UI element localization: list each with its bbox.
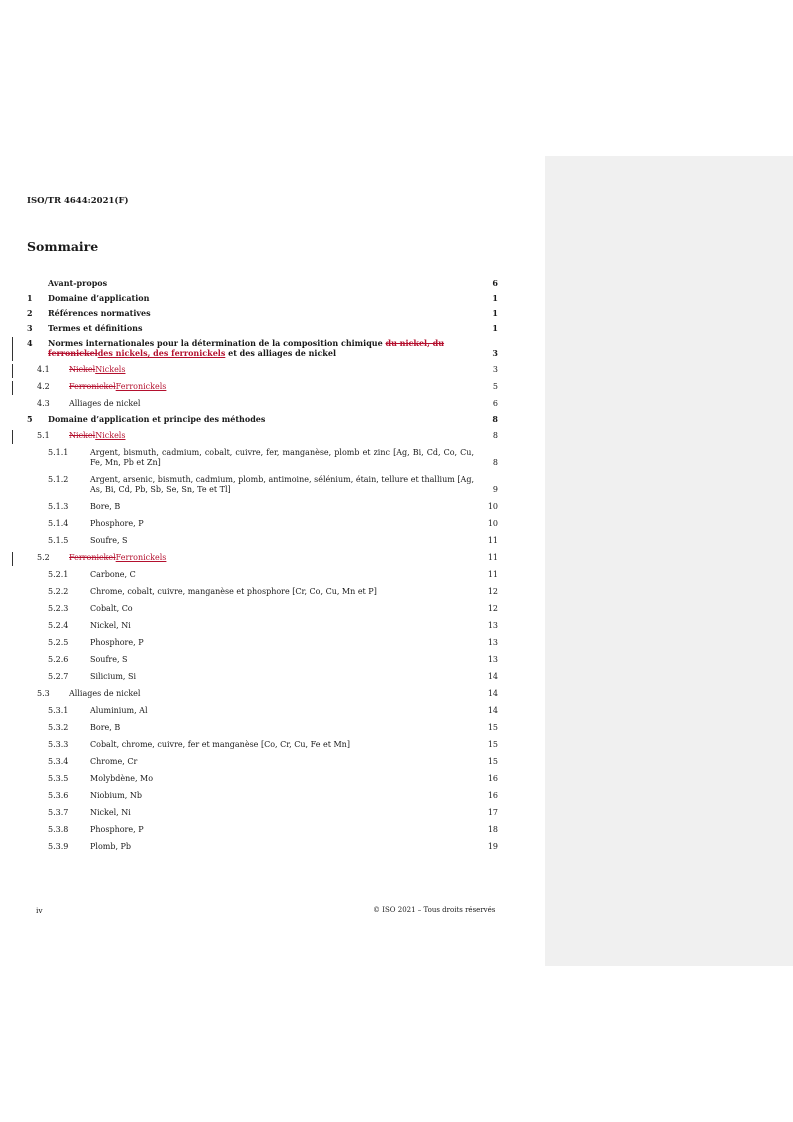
toc-entry-title: Cobalt, Co	[90, 604, 133, 613]
toc-entry[interactable]	[27, 740, 498, 750]
toc-entry-title: Phosphore, P	[90, 825, 144, 834]
toc-entry[interactable]	[27, 774, 498, 784]
table-of-contents	[27, 278, 498, 852]
toc-entry[interactable]	[27, 621, 498, 631]
toc-entry-number: 5.3.3	[48, 740, 69, 749]
comment-pane-label	[545, 162, 793, 176]
toc-entry-number: 5.1.3	[48, 502, 69, 511]
toc-entry[interactable]	[27, 808, 498, 818]
toc-entry-page: 1	[492, 323, 498, 333]
toc-entry-title	[27, 365, 498, 375]
deleted-text: Nickel	[69, 365, 96, 374]
toc-entry-title: Soufre, S	[90, 655, 128, 664]
toc-entry-number: 5.1.5	[48, 536, 69, 545]
deleted-text: du nickel, du ferronickel	[48, 338, 445, 358]
comment-pane	[545, 156, 793, 966]
toc-entry-title: Avant-propos	[48, 278, 108, 288]
toc-entry-title: Termes et définitions	[48, 323, 143, 333]
toc-entry[interactable]	[27, 706, 498, 716]
toc-entry[interactable]	[27, 308, 498, 318]
toc-entry-title: Argent, bismuth, cadmium, cobalt, cuivre, fer, manganèse, plomb et zinc [Ag, Bi, Cd, Co, Cu, Fe, Mn, Pb et Zn]	[90, 448, 474, 467]
toc-entry-number: 5.3.5	[48, 774, 69, 783]
toc-entry-title: Références normatives	[48, 308, 151, 318]
toc-entry-title: Alliages de nickel	[69, 399, 141, 408]
toc-entry-number: 5.2.7	[48, 672, 69, 681]
toc-entry-page: 16	[487, 791, 498, 800]
toc-entry-title: Silicium, Si	[90, 672, 137, 681]
toc-entry-title: Nickel, Ni	[90, 621, 131, 630]
toc-entry[interactable]	[27, 723, 498, 733]
toc-entry-page: 17	[487, 808, 498, 817]
toc-entry[interactable]	[27, 536, 498, 546]
toc-entry-title: Domaine d’application et principe des méthodes	[48, 414, 266, 424]
deleted-text: Ferronickel	[69, 553, 116, 562]
toc-entry-page: 13	[487, 621, 498, 630]
toc-entry-title	[27, 431, 498, 441]
toc-entry-page: 19	[487, 842, 498, 851]
toc-entry[interactable]	[27, 338, 498, 358]
toc-entry-number: 5.1.2	[48, 475, 69, 484]
toc-entry-title	[27, 338, 498, 358]
toc-entry-page: 14	[487, 706, 498, 715]
toc-entry-page: 15	[487, 723, 498, 732]
toc-entry-title: Chrome, Cr	[90, 757, 138, 766]
toc-entry-page: 1	[492, 308, 498, 318]
toc-entry-number: 5.1.4	[48, 519, 69, 528]
toc-entry-page: 13	[487, 638, 498, 647]
toc-entry[interactable]	[27, 604, 498, 614]
toc-entry-page: 9	[492, 485, 498, 494]
toc-entry-number: 5.3.4	[48, 757, 69, 766]
toc-entry-title: Phosphore, P	[90, 519, 144, 528]
page-number: iv	[36, 906, 43, 915]
toc-entry[interactable]	[27, 519, 498, 529]
toc-entry-number: 5.3.6	[48, 791, 69, 800]
toc-entry-page: 18	[487, 825, 498, 834]
toc-entry-number: 5.3	[37, 689, 50, 698]
toc-entry-number: 5.2.4	[48, 621, 69, 630]
toc-entry-number: 5.2.3	[48, 604, 69, 613]
change-bar	[12, 381, 13, 395]
toc-entry-number: 3	[27, 323, 33, 333]
toc-heading: Sommaire	[27, 239, 99, 254]
toc-entry-number: 2	[27, 308, 33, 318]
change-bar	[12, 430, 13, 444]
toc-entry-number: 5.1	[37, 431, 50, 440]
copyright-notice: © ISO 2021 – Tous droits réservés	[373, 906, 496, 914]
toc-entry[interactable]	[27, 414, 498, 424]
toc-entry[interactable]	[27, 293, 498, 303]
change-bar	[12, 364, 13, 378]
toc-entry-title: Bore, B	[90, 502, 121, 511]
toc-entry-number: 5.1.1	[48, 448, 69, 457]
toc-entry[interactable]	[27, 757, 498, 767]
toc-entry-page: 6	[492, 278, 498, 288]
toc-entry-title: Molybdène, Mo	[90, 774, 154, 783]
toc-entry-number: 4.1	[37, 365, 50, 374]
toc-entry-page: 10	[487, 519, 498, 528]
title-text: Normes internationales pour la détermination de la composition chimique	[48, 338, 386, 348]
toc-entry[interactable]	[27, 431, 498, 441]
inserted-text: Nickels	[95, 431, 126, 440]
toc-entry-number: 5.2.6	[48, 655, 69, 664]
toc-entry[interactable]	[27, 825, 498, 835]
inserted-text: Ferronickels	[115, 382, 167, 391]
toc-entry-title: Nickel, Ni	[90, 808, 131, 817]
toc-entry-page: 12	[487, 587, 498, 596]
toc-entry[interactable]	[27, 655, 498, 665]
toc-entry-number: 5	[27, 414, 33, 424]
change-bar	[12, 552, 13, 566]
change-bar	[12, 337, 13, 361]
toc-entry-page: 8	[492, 414, 498, 424]
toc-entry[interactable]	[27, 672, 498, 682]
title-text: et des alliages de nickel	[225, 348, 336, 358]
toc-entry-number: 5.3.1	[48, 706, 69, 715]
toc-entry-title: Plomb, Pb	[90, 842, 132, 851]
toc-entry-page: 15	[487, 740, 498, 749]
toc-entry-number: 4	[27, 338, 33, 348]
toc-entry[interactable]	[27, 365, 498, 375]
toc-entry-page: 12	[487, 604, 498, 613]
toc-entry-title: Bore, B	[90, 723, 121, 732]
toc-entry-number: 5.2.2	[48, 587, 69, 596]
toc-entry-page: 15	[487, 757, 498, 766]
toc-entry-number: 5.2.1	[48, 570, 69, 579]
inserted-text: Ferronickels	[115, 553, 167, 562]
toc-entry-page: 3	[492, 348, 498, 358]
toc-entry-page: 14	[487, 672, 498, 681]
deleted-text: Nickel	[69, 431, 96, 440]
toc-entry-page: 8	[492, 458, 498, 467]
toc-entry-number: 4.3	[37, 399, 50, 408]
toc-entry[interactable]	[27, 382, 498, 392]
toc-entry[interactable]	[27, 448, 498, 468]
toc-entry[interactable]	[27, 475, 498, 495]
toc-entry[interactable]	[27, 278, 498, 288]
deleted-text: Ferronickel	[69, 382, 116, 391]
toc-entry-title	[27, 553, 498, 563]
toc-entry-page: 13	[487, 655, 498, 664]
inserted-text: Nickels	[95, 365, 126, 374]
toc-entry-title: Argent, arsenic, bismuth, cadmium, plomb, antimoine, sélénium, étain, tellure et thallium [Ag, As, Bi, Cd, Pb, Sb, Se, Sn, Te et Tl]	[90, 475, 474, 494]
toc-entry-number: 5.3.9	[48, 842, 69, 851]
toc-entry-page: 10	[487, 502, 498, 511]
toc-entry-title: Chrome, cobalt, cuivre, manganèse et phosphore [Cr, Co, Cu, Mn et P]	[90, 587, 377, 596]
toc-entry[interactable]	[27, 502, 498, 512]
toc-entry-title: Carbone, C	[90, 570, 136, 579]
document-id: ISO/TR 4644:2021(F)	[27, 196, 129, 206]
toc-entry-number: 5.3.8	[48, 825, 69, 834]
toc-entry[interactable]	[27, 323, 498, 333]
toc-entry[interactable]	[27, 553, 498, 563]
toc-entry-number: 5.2	[37, 553, 50, 562]
toc-entry-title: Aluminium, Al	[90, 706, 148, 715]
toc-entry-page: 11	[487, 570, 498, 579]
toc-entry-title: Alliages de nickel	[69, 689, 141, 698]
toc-entry-page: 6	[492, 399, 498, 408]
toc-entry[interactable]	[27, 570, 498, 580]
toc-entry-number: 5.2.5	[48, 638, 69, 647]
toc-entry-number: 1	[27, 293, 33, 303]
toc-entry-page: 14	[487, 689, 498, 698]
toc-entry-title: Cobalt, chrome, cuivre, fer et manganèse [Co, Cr, Cu, Fe et Mn]	[90, 740, 350, 749]
inserted-text: des nickels, des ferronickels	[97, 348, 226, 358]
toc-entry-title: Phosphore, P	[90, 638, 144, 647]
toc-entry-page: 5	[492, 382, 498, 391]
toc-entry-page: 16	[487, 774, 498, 783]
toc-entry[interactable]	[27, 791, 498, 801]
toc-entry-page: 8	[492, 431, 498, 440]
toc-entry-number: 5.3.2	[48, 723, 69, 732]
toc-entry-page: 1	[492, 293, 498, 303]
toc-entry-page: 11	[487, 553, 498, 562]
toc-entry-number: 4.2	[37, 382, 50, 391]
toc-entry[interactable]	[27, 842, 498, 852]
toc-entry-title: Niobium, Nb	[90, 791, 142, 800]
toc-entry[interactable]	[27, 587, 498, 597]
toc-entry-page: 3	[492, 365, 498, 374]
toc-entry-title	[27, 382, 498, 392]
toc-entry-title: Soufre, S	[90, 536, 128, 545]
toc-entry-title: Domaine d’application	[48, 293, 150, 303]
toc-entry[interactable]	[27, 689, 498, 699]
toc-entry[interactable]	[27, 638, 498, 648]
toc-entry[interactable]	[27, 399, 498, 409]
toc-entry-number: 5.3.7	[48, 808, 69, 817]
toc-entry-page: 11	[487, 536, 498, 545]
